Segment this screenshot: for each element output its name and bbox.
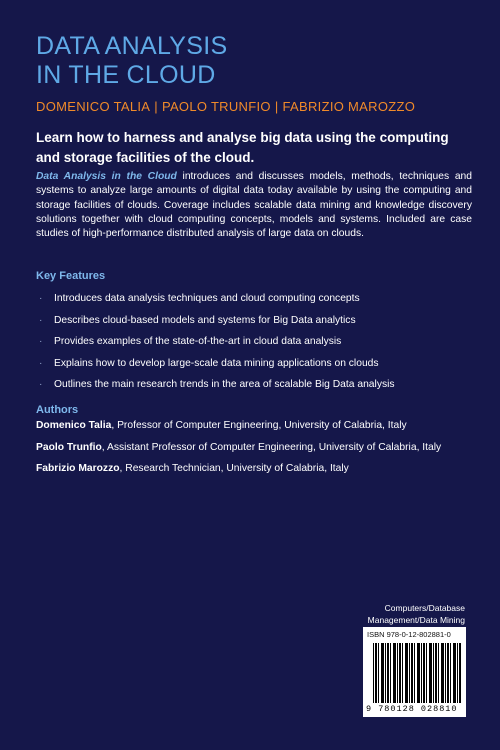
- author-bio: [36, 419, 476, 441]
- feature-item: [36, 357, 476, 379]
- isbn-text: ISBN 978-0-12-802881-0: [367, 630, 451, 639]
- feature-item: [36, 378, 476, 400]
- title-line-1: DATA ANALYSIS: [36, 32, 228, 60]
- author-bio-role: , Research Technician, University of Calabria, Italy: [119, 463, 349, 474]
- author-bios: [36, 419, 476, 484]
- feature-item: [36, 292, 476, 314]
- author-bio-name: Paolo Trunfio: [36, 441, 102, 453]
- bullet-icon: ·: [39, 293, 43, 304]
- barcode-icon: [373, 643, 461, 703]
- description-text: introduces and discusses models, methods, techniques and systems to analyze large amounts of digital data today available by using the computing and storage facilities of clouds. Coverage includes scalable data mining and knowledge discovery solutions together with cloud computing concepts, models and systems. Included are case studies of high-performance distributed analysis of large data on clouds.: [36, 171, 472, 240]
- category-label: [368, 603, 465, 626]
- feature-item: [36, 335, 476, 357]
- author-separator: |: [154, 99, 158, 114]
- author-bio: [36, 462, 476, 484]
- author-separator: |: [274, 99, 279, 114]
- description-book-title: Data Analysis in the Cloud: [36, 171, 177, 182]
- barcode-number: 9 780128 028810: [366, 704, 458, 714]
- category-line-2: Management/Data Mining: [367, 614, 465, 625]
- bullet-icon: ·: [39, 314, 43, 326]
- authors-heading: Authors: [36, 404, 79, 416]
- key-features-list: [36, 292, 476, 400]
- lead-statement: Learn how to harness and analyse big data using the computing and storage facilities of the cloud.: [36, 130, 449, 165]
- key-features-heading: Key Features: [36, 270, 106, 282]
- feature-text: Outlines the main research trends in the area of scalable Big Data analysis: [54, 379, 395, 390]
- bullet-icon: ·: [39, 379, 43, 390]
- title-line-2: IN THE CLOUD: [36, 61, 216, 89]
- book-description: [36, 170, 472, 241]
- feature-text: Provides examples of the state-of-the-art in cloud data analysis: [54, 336, 342, 347]
- author-bio: [36, 441, 476, 463]
- category-line-1: Computers/Database: [384, 603, 465, 613]
- author-name-1: DOMENICO TALIA: [36, 99, 151, 114]
- bullet-icon: ·: [39, 336, 43, 347]
- author-names: [36, 99, 415, 114]
- author-name-3: FABRIZIO MAROZZO: [282, 99, 416, 114]
- feature-text: Explains how to develop large-scale data mining applications on clouds: [54, 357, 379, 369]
- author-bio-name: Domenico Talia: [36, 420, 112, 431]
- feature-item: [36, 314, 476, 336]
- barcode-box: [363, 627, 466, 717]
- author-bio-role: , Assistant Professor of Computer Engineering, University of Calabria, Italy: [101, 441, 442, 453]
- feature-text: Describes cloud-based models and systems for Big Data analytics: [54, 314, 356, 326]
- author-bio-role: , Professor of Computer Engineering, University of Calabria, Italy: [111, 420, 407, 431]
- author-name-2: PAOLO TRUNFIO: [161, 99, 271, 114]
- book-title: [36, 32, 227, 90]
- author-bio-name: Fabrizio Marozzo: [36, 463, 120, 474]
- feature-text: Introduces data analysis techniques and cloud computing concepts: [54, 293, 360, 304]
- bullet-icon: ·: [39, 357, 43, 369]
